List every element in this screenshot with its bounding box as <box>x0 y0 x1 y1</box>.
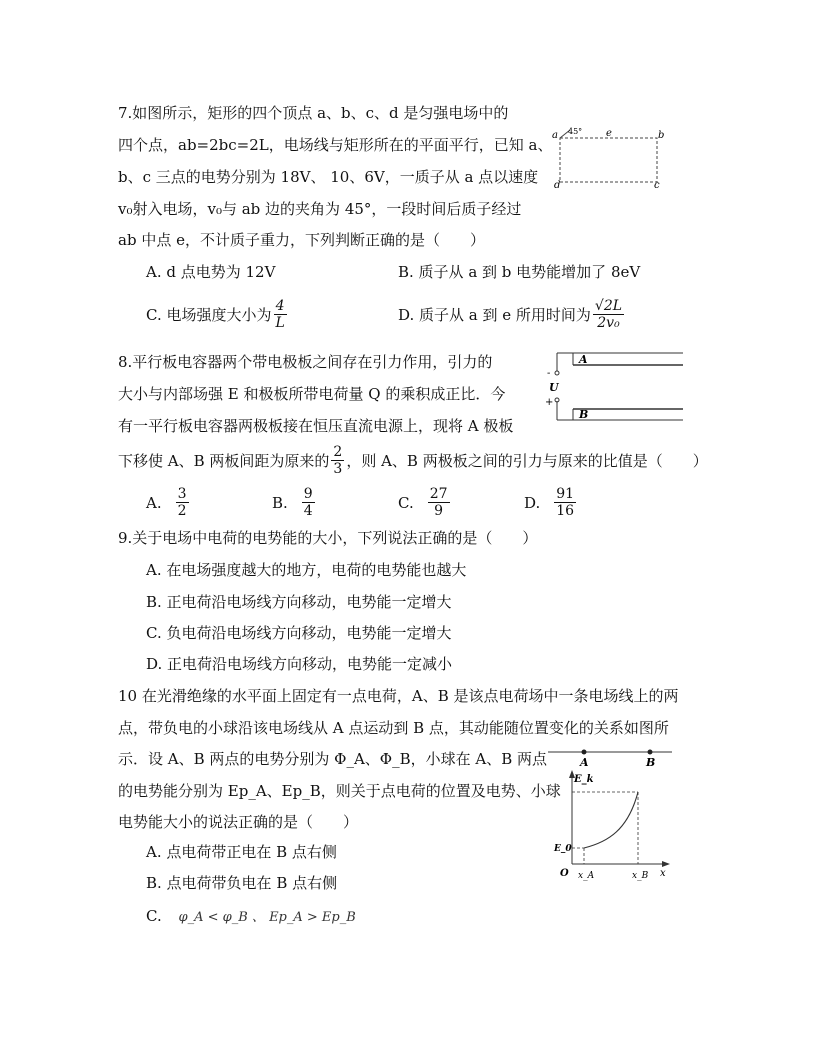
q8-line-2: 大小与内部场强 E 和极板所带电荷量 Q 的乘积成正比．今 <box>118 385 506 403</box>
q10-line-1: 10 在光滑绝缘的水平面上固定有一点电荷，A、B 是该点电荷场中一条电场线上的两 <box>118 687 679 705</box>
q8-option-d-label: D. <box>524 493 541 512</box>
q7-option-d-num: √2L <box>594 298 623 314</box>
fig-label-xb: x_B <box>632 871 649 881</box>
q9-option-b: B. 正电荷沿电场线方向移动，电势能一定增大 <box>146 593 452 611</box>
q8-option-a <box>146 486 191 519</box>
q8-option-b <box>272 486 317 519</box>
fig-label-plate-a: A <box>579 353 588 366</box>
q8-line-3: 有一平行板电容器两极板接在恒压直流电源上，现将 A 极板 <box>118 417 514 435</box>
fig-label-point-a: A <box>580 756 589 769</box>
q10-option-c-formula: φ_A < φ_B 、 Ep_A > Ep_B <box>178 910 356 925</box>
q8-option-b-fraction <box>302 486 315 519</box>
q10-line-2: 点，带负电的小球沿该电场线从 A 点运动到 B 点，其动能随位置变化的关系如图所 <box>118 719 669 737</box>
q8-line-4-suffix: ，则 A、B 两极板之间的引力与原来的比值是（ ） <box>346 451 708 470</box>
fig-label-plate-b: B <box>579 408 589 421</box>
q8-option-c-num: 27 <box>429 486 448 502</box>
q9-option-d: D. 正电荷沿电场线方向移动，电势能一定减小 <box>146 655 453 673</box>
q7-option-c <box>146 298 289 331</box>
fig-label-e: e <box>606 128 612 139</box>
q8-line-4-num: 2 <box>333 444 343 460</box>
fig-minus-sign: - <box>547 368 551 379</box>
q9-option-c: C. 负电荷沿电场线方向移动，电势能一定增大 <box>146 624 452 642</box>
fig-label-d: d <box>554 180 561 190</box>
q7-option-c-fraction <box>273 298 286 331</box>
q8-option-c-fraction <box>428 486 450 519</box>
q8-option-c-label: C. <box>398 493 414 512</box>
q8-option-d-num: 91 <box>556 486 575 502</box>
fig-label-b: b <box>658 130 665 141</box>
q8-option-c-den: 9 <box>434 503 444 519</box>
fig-label-xa: x_A <box>578 871 595 881</box>
q7-option-b: B. 质子从 a 到 b 电势能增加了 8eV <box>398 263 641 281</box>
fig-plus-sign: + <box>545 397 554 408</box>
q7-option-d-fraction <box>593 298 624 331</box>
q8-capacitor-figure <box>543 345 688 427</box>
q7-option-d-text: D. 质子从 a 到 e 所用时间为 <box>398 305 591 324</box>
q10-option-c-label: C. <box>146 907 162 925</box>
fig-label-u: U <box>549 381 559 394</box>
fig-label-ek: E_k <box>574 774 594 785</box>
q7-option-c-text: C. 电场强度大小为 <box>146 305 272 324</box>
fig-label-point-b: B <box>646 756 656 769</box>
fig-label-a: a <box>552 130 558 141</box>
q7-line-3: b、c 三点的电势分别为 18V、 10、6V，一质子从 a 点以速度 <box>118 168 539 186</box>
q10-option-b: B. 点电荷带负电在 B 点右侧 <box>146 874 338 892</box>
q7-option-d-den: 2v₀ <box>597 315 620 331</box>
q8-option-a-num: 3 <box>177 486 187 502</box>
q8-option-c <box>398 486 452 519</box>
q10-energy-graph-figure <box>548 742 680 882</box>
q7-rectangle-figure <box>550 122 675 190</box>
fig-label-angle: 45° <box>568 127 583 136</box>
q8-line-4-den: 3 <box>333 461 343 477</box>
q8-option-d-den: 16 <box>556 503 575 519</box>
q8-line-1: 8.平行板电容器两个带电极板之间存在引力作用，引力的 <box>118 353 493 371</box>
q7-line-4: v₀射入电场，v₀与 ab 边的夹角为 45°，一段时间后质子经过 <box>118 200 522 218</box>
q10-option-c <box>146 906 356 928</box>
q8-line-4-fraction <box>331 444 344 477</box>
q8-option-a-fraction <box>176 486 189 519</box>
q10-line-5: 电势能大小的说法正确的是（ ） <box>118 813 359 831</box>
q9-stem: 9.关于电场中电荷的电势能的大小，下列说法正确的是（ ） <box>118 529 538 547</box>
fig-label-origin: O <box>560 868 569 879</box>
q7-option-d <box>398 298 626 331</box>
fig-label-e0: E_0 <box>554 844 572 854</box>
q8-option-a-den: 2 <box>177 503 187 519</box>
q7-line-5: ab 中点 e，不计质子重力，下列判断正确的是（ ） <box>118 231 485 249</box>
q8-option-b-num: 9 <box>303 486 313 502</box>
q8-option-d-fraction <box>554 486 576 519</box>
q10-line-3: 示．设 A、B 两点的电势分别为 Φ_A、Φ_B，小球在 A、B 两点 <box>118 750 548 768</box>
q8-option-a-label: A. <box>146 493 162 512</box>
q8-option-d <box>524 486 578 519</box>
q7-line-2: 四个点，ab=2bc=2L，电场线与矩形所在的平面平行，已知 a、 <box>118 136 553 154</box>
q9-option-a: A. 在电场强度越大的地方，电荷的电势能也越大 <box>146 561 467 579</box>
q7-line-1: 7.如图所示，矩形的四个顶点 a、b、c、d 是匀强电场中的 <box>118 104 509 122</box>
q8-line-4 <box>118 444 708 477</box>
q7-option-c-num: 4 <box>275 298 285 314</box>
q7-option-a: A. d 点电势为 12V <box>146 263 276 281</box>
q8-option-b-den: 4 <box>303 503 313 519</box>
q8-option-b-label: B. <box>272 493 288 512</box>
q10-option-a: A. 点电荷带正电在 B 点右侧 <box>146 843 337 861</box>
q7-option-c-den: L <box>275 315 285 331</box>
q10-line-4: 的电势能分别为 Ep_A、Ep_B，则关于点电荷的位置及电势、小球 <box>118 782 561 800</box>
q8-line-4-prefix: 下移使 A、B 两板间距为原来的 <box>118 451 330 470</box>
fig-label-c: c <box>654 180 660 190</box>
fig-label-x-axis: x <box>660 868 666 879</box>
